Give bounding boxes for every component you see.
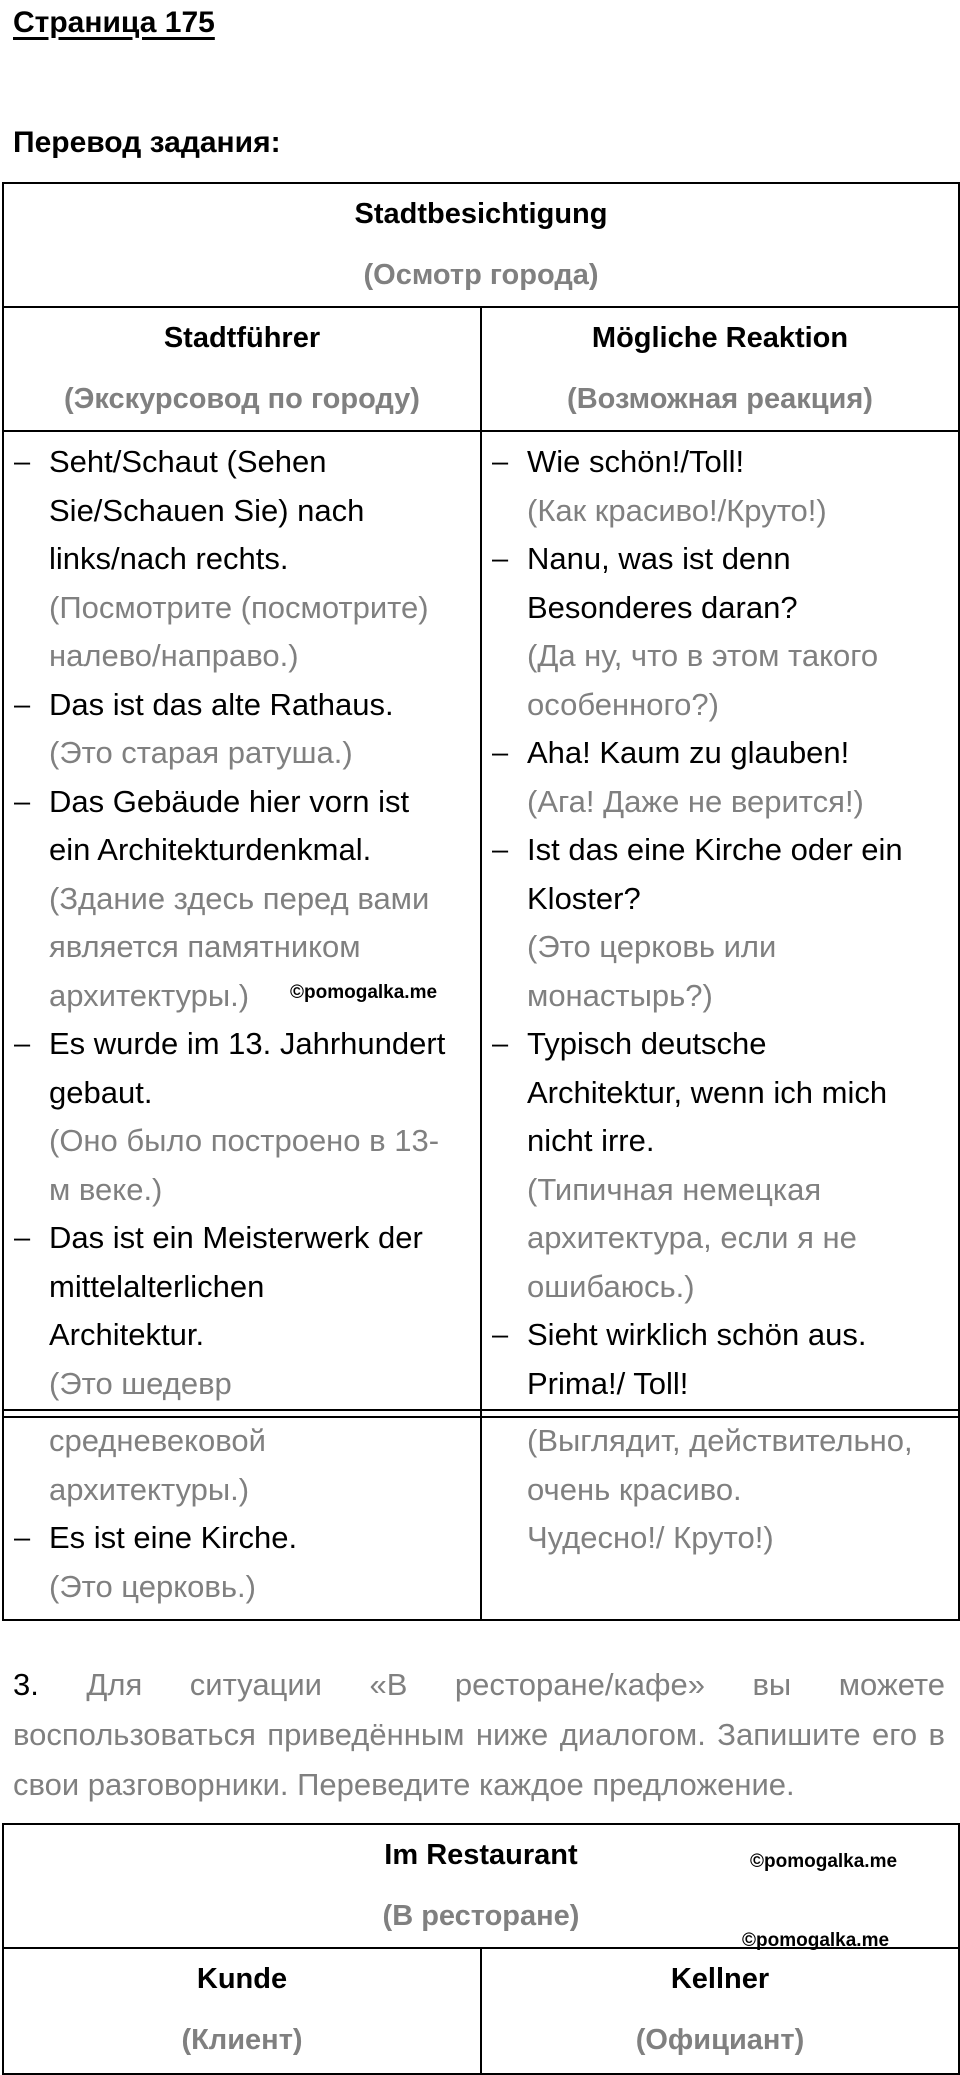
restaurant-title: Im Restaurant xyxy=(384,1839,578,1871)
reaction-header-ru: (Возможная реакция) xyxy=(567,383,873,415)
russian-translation-line: (Да ну, что в этом такого xyxy=(527,638,879,673)
guide-phrases-cell xyxy=(3,431,481,1417)
guide-phrases-cont-list xyxy=(4,1411,480,1619)
reaction-phrases-cell xyxy=(481,431,959,1417)
list-item xyxy=(14,1214,470,1408)
german-phrase-line: Seht/Schaut (Sehen xyxy=(49,444,327,479)
guide-phrases-list xyxy=(4,432,480,1416)
german-phrase-line: links/nach rechts. xyxy=(49,541,289,576)
guide-header-cell xyxy=(3,307,481,431)
watermark: ©pomogalka.me xyxy=(750,1851,898,1872)
russian-translation-line: (Оно было построено в 13- xyxy=(49,1123,440,1158)
german-phrase-line: ein Architekturdenkmal. xyxy=(49,832,372,867)
sightseeing-table-continued xyxy=(2,1409,960,1621)
customer-header-ru: (Клиент) xyxy=(181,2024,303,2056)
russian-translation-line: средневековой xyxy=(49,1423,266,1458)
russian-translation-line: м веке.) xyxy=(49,1171,163,1207)
dash-bullet: – xyxy=(492,834,509,866)
german-phrase-line: Prima!/ Toll! xyxy=(527,1365,689,1401)
german-phrase-line: nicht irre. xyxy=(527,1123,655,1158)
dash-bullet: – xyxy=(492,543,509,575)
dash-bullet: – xyxy=(492,737,509,769)
watermark: ©pomogalka.me xyxy=(742,1930,890,1951)
russian-translation-line: (Это шедевр xyxy=(49,1365,232,1401)
sightseeing-title: Stadtbesichtigung xyxy=(354,198,608,230)
restaurant-title-ru: (В ресторане) xyxy=(382,1900,580,1932)
russian-translation-line: архитектуры.) xyxy=(49,1471,250,1507)
exercise-instructions: Для ситуации «В ресторане/кафе» вы можете воспользоваться приведённым ниже диалогом. Запишите его в свои разговорники. Переведите каждое предложение. xyxy=(13,1667,945,1802)
german-phrase-line: Es ist eine Kirche. xyxy=(49,1520,298,1555)
sightseeing-title-cell xyxy=(3,183,959,307)
sightseeing-title-ru: (Осмотр города) xyxy=(363,259,599,291)
russian-translation-line: очень красиво. xyxy=(527,1471,742,1507)
list-item-continuation xyxy=(14,1417,470,1514)
russian-translation-line: (Как красиво!/Круто!) xyxy=(527,492,827,528)
russian-translation-line: (Это старая ратуша.) xyxy=(49,735,353,770)
russian-translation-line: архитектура, если я не xyxy=(527,1220,857,1255)
russian-translation-line: (Посмотрите (посмотрите) xyxy=(49,589,429,625)
list-item-continuation xyxy=(492,1417,948,1563)
russian-translation-line: (Типичная немецкая xyxy=(527,1171,822,1207)
reaction-header: Mögliche Reaktion xyxy=(591,322,849,354)
russian-translation-line: монастырь?) xyxy=(527,977,713,1013)
list-item xyxy=(492,1311,948,1408)
watermark: ©pomogalka.me xyxy=(290,982,438,1003)
reaction-phrases-cont-list xyxy=(482,1411,958,1571)
list-item xyxy=(492,826,948,1020)
dash-bullet: – xyxy=(14,785,31,818)
sightseeing-table xyxy=(2,182,960,1418)
reaction-header-cell xyxy=(481,307,959,431)
german-phrase-line: Ist das eine Kirche oder ein xyxy=(527,832,903,867)
russian-translation-line: (Выглядит, действительно, xyxy=(527,1423,913,1458)
dash-bullet: – xyxy=(14,1522,31,1554)
waiter-header: Kellner xyxy=(670,1963,770,1995)
german-phrase-line: Architektur. xyxy=(49,1317,205,1352)
german-phrase-line: Wie schön!/Toll! xyxy=(527,444,745,479)
dash-bullet: – xyxy=(14,446,31,478)
waiter-header-cell xyxy=(481,1948,959,2074)
dash-bullet: – xyxy=(492,446,509,478)
german-phrase-line: Architektur, wenn ich mich xyxy=(527,1074,888,1110)
german-phrase-line: Besonderes daran? xyxy=(527,589,798,625)
german-phrase-line: Es wurde im 13. Jahrhundert xyxy=(49,1026,446,1061)
russian-translation-line: ошибаюсь.) xyxy=(527,1268,695,1304)
dash-bullet: – xyxy=(14,1028,31,1060)
german-phrase-line: mittelalterlichen xyxy=(49,1268,265,1304)
list-item xyxy=(492,438,948,535)
dash-bullet: – xyxy=(14,1222,31,1254)
russian-translation-line: налево/направо.) xyxy=(49,638,299,673)
guide-header: Stadtführer xyxy=(163,322,321,354)
russian-translation-line: (Здание здесь перед вами xyxy=(49,880,430,916)
german-phrase-line: Aha! Kaum zu glauben! xyxy=(527,735,850,770)
customer-header: Kunde xyxy=(196,1963,288,1995)
exercise-number: 3. xyxy=(13,1667,39,1702)
reaction-phrases-cont-cell xyxy=(481,1410,959,1620)
page-title: Страница 175 xyxy=(13,6,215,39)
customer-header-cell xyxy=(3,1948,481,2074)
german-phrase-line: Sie/Schauen Sie) nach xyxy=(49,492,365,528)
german-phrase-line: Sieht wirklich schön aus. xyxy=(527,1317,867,1352)
list-item xyxy=(14,681,470,778)
dash-bullet: – xyxy=(14,688,31,721)
russian-translation-line: (Ага! Даже не верится!) xyxy=(527,783,864,819)
russian-translation-line: (Это церковь или xyxy=(527,929,777,964)
german-phrase-line: Nanu, was ist denn xyxy=(527,541,791,576)
german-phrase-line: Das ist das alte Rathaus. xyxy=(49,686,394,722)
german-phrase-line: Das Gebäude hier vorn ist xyxy=(49,783,410,819)
guide-header-ru: (Экскурсовод по городу) xyxy=(64,383,420,415)
russian-translation-line: является памятником xyxy=(49,929,361,964)
waiter-header-ru: (Официант) xyxy=(635,2024,805,2056)
list-item xyxy=(14,1514,470,1611)
dash-bullet: – xyxy=(492,1028,509,1060)
reaction-phrases-list xyxy=(482,432,958,1416)
list-item xyxy=(14,438,470,681)
german-phrase-line: Das ist ein Meisterwerk der xyxy=(49,1220,423,1255)
russian-translation-line: архитектуры.) xyxy=(49,977,250,1013)
german-phrase-line: gebaut. xyxy=(49,1074,153,1110)
list-item xyxy=(14,1020,470,1214)
russian-translation-line: Чудесно!/ Круто!) xyxy=(527,1520,774,1555)
guide-phrases-cont-cell xyxy=(3,1410,481,1620)
list-item xyxy=(492,729,948,826)
list-item xyxy=(492,1020,948,1311)
exercise-3-text xyxy=(13,1660,945,1810)
task-heading: Перевод задания: xyxy=(13,126,281,159)
german-phrase-line: Kloster? xyxy=(527,880,641,916)
russian-translation-line: особенного?) xyxy=(527,686,719,722)
list-item xyxy=(492,535,948,729)
dash-bullet: – xyxy=(492,1319,509,1351)
russian-translation-line: (Это церковь.) xyxy=(49,1568,256,1604)
german-phrase-line: Typisch deutsche xyxy=(527,1026,767,1061)
